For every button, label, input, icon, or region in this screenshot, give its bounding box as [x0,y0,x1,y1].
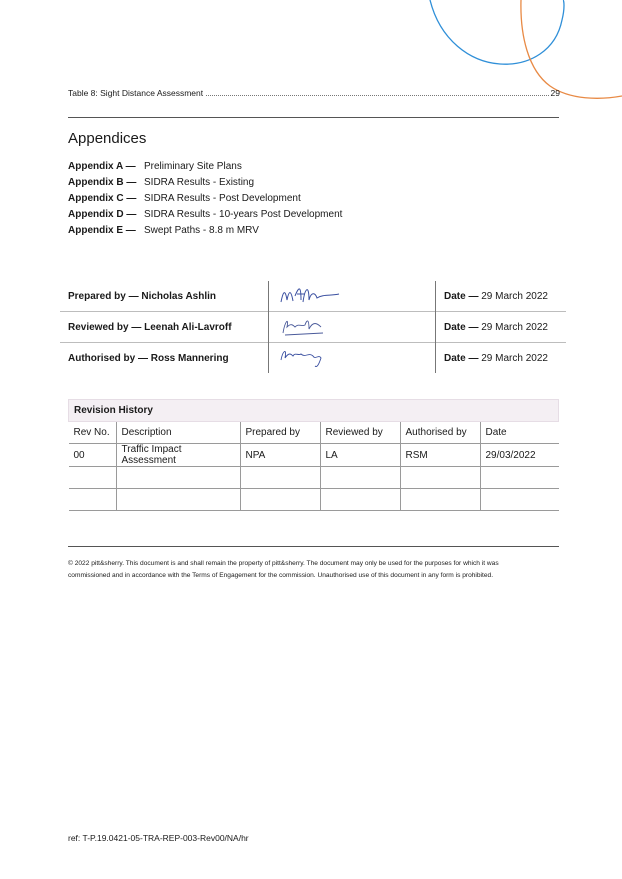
appendix-item [68,161,242,172]
orange-arc [521,0,622,98]
appendix-title: SIDRA Results - Post Development [144,193,301,204]
document-reference: ref: T-P.19.0421-05-TRA-REP-003-Rev00/NA/hr [68,833,249,843]
table-cell [320,467,400,489]
footer-divider [68,546,559,547]
signoff-table [60,281,566,373]
signature-image [275,282,345,308]
signoff-date-cell [436,343,567,374]
signoff-role: Reviewed by — Leenah Ali-Lavroff [60,312,269,343]
table-row-empty [69,467,559,489]
signature-image [275,344,345,370]
table-row [69,444,559,467]
table-cell [400,489,480,511]
appendix-item [68,225,259,236]
signoff-role: Authorised by — Ross Mannering [60,343,269,374]
table-cell [116,489,240,511]
signature-cell [269,343,436,374]
appendix-item [68,209,342,220]
toc-entry-page: 29 [550,88,560,98]
signoff-date: 29 March 2022 [481,321,548,333]
signature-image [275,313,345,339]
toc-leader-dots [206,95,548,96]
column-header: Reviewed by [320,422,400,444]
table-cell [480,467,559,489]
signoff-date-cell [436,312,567,343]
column-header: Rev No. [69,422,117,444]
column-header: Authorised by [400,422,480,444]
appendix-label: Appendix B — [68,177,137,188]
appendix-title: SIDRA Results - 10-years Post Development [144,209,343,220]
revision-history-title-row [69,400,559,422]
toc-entry[interactable] [68,88,560,98]
signoff-role: Prepared by — Nicholas Ashlin [68,290,217,302]
appendix-label: Appendix E — [68,225,136,236]
table-cell: NPA [240,444,320,467]
table-cell [69,467,117,489]
signoff-date-cell [436,281,567,312]
appendix-label: Appendix A — [68,161,136,172]
appendix-title: Preliminary Site Plans [144,161,242,172]
signoff-row [60,343,566,374]
blue-arc [430,0,564,64]
table-cell: Traffic Impact Assessment [116,444,240,467]
column-header: Date [480,422,559,444]
signoff-row [60,312,566,343]
column-header: Description [116,422,240,444]
table-cell [320,489,400,511]
section-divider [68,117,559,118]
table-cell [116,467,240,489]
appendices-heading: Appendices [68,130,147,147]
table-cell [240,467,320,489]
appendix-title: SIDRA Results - Existing [144,177,255,188]
appendix-title: Swept Paths - 8.8 m MRV [144,225,259,236]
table-cell: LA [320,444,400,467]
table-cell: 29/03/2022 [480,444,559,467]
signature-cell [269,281,436,312]
table-cell [69,489,117,511]
table-cell: RSM [400,444,480,467]
appendix-label: Appendix C — [68,193,137,204]
copyright-notice: © 2022 pitt&sherry. This document is and shall remain the property of pitt&sherry. The document may only be used for the purposes for which it was commissioned and in accordance with the Terms of Engagement for the commission. Unauthorised use of this document in any form is prohibited. [68,560,499,579]
date-label: Date — [444,352,479,364]
signature-cell [269,312,436,343]
date-label: Date — [444,290,479,302]
table-row-empty [69,489,559,511]
appendix-label: Appendix D — [68,209,137,220]
appendix-item [68,177,254,188]
toc-entry-label: Table 8: Sight Distance Assessment [68,88,204,98]
revision-header-row [69,422,559,444]
table-cell [240,489,320,511]
signoff-date: 29 March 2022 [481,352,548,364]
revision-history-title: Revision History [69,400,559,422]
signoff-row [60,281,566,312]
table-cell [480,489,559,511]
table-cell: 00 [69,444,117,467]
revision-history-table [68,399,559,511]
appendix-item [68,193,301,204]
signoff-date: 29 March 2022 [481,290,548,302]
column-header: Prepared by [240,422,320,444]
table-cell [400,467,480,489]
date-label: Date — [444,321,479,333]
